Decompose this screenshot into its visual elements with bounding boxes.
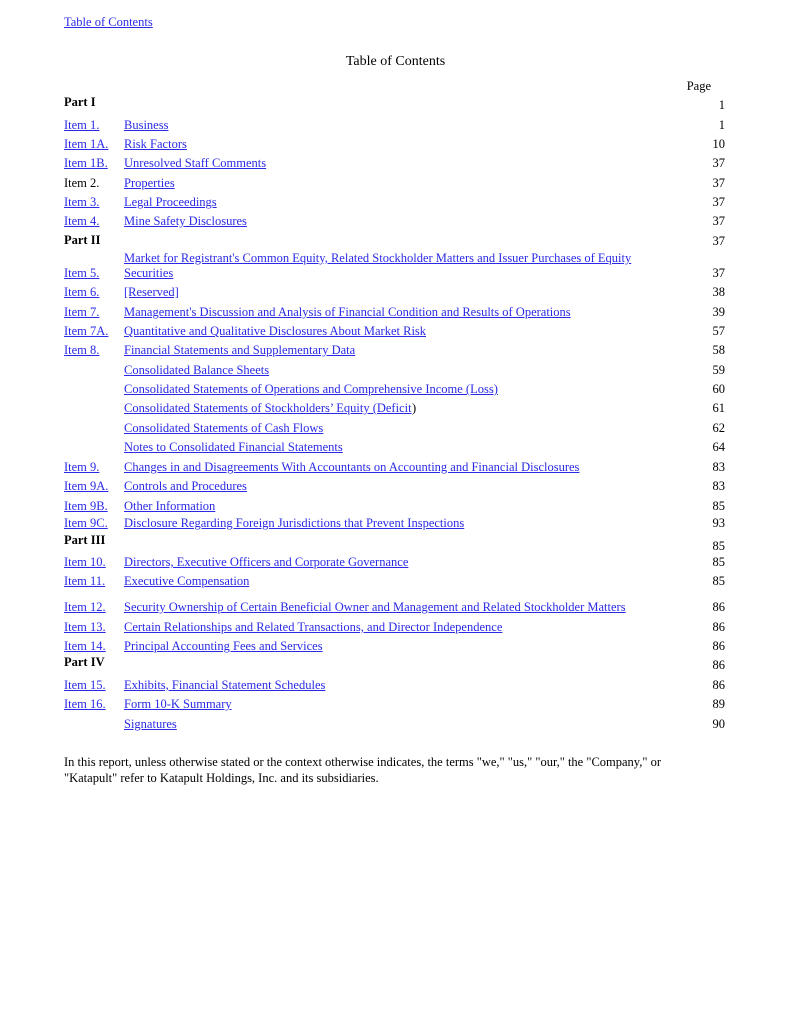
page-number: 1 <box>718 98 725 112</box>
item-title-link[interactable]: [Reserved] <box>124 285 179 299</box>
part-heading: Part II <box>64 233 101 247</box>
page-number: 39 <box>712 305 725 319</box>
item-number[interactable]: Item 3. <box>64 195 100 209</box>
item-title-link[interactable]: Form 10-K Summary <box>124 697 232 711</box>
item-number[interactable]: Item 4. <box>64 214 100 228</box>
item-title-link[interactable]: Principal Accounting Fees and Services <box>124 639 323 653</box>
item-title-link[interactable]: Disclosure Regarding Foreign Jurisdictions that Prevent Inspections <box>124 516 465 530</box>
item-title-link[interactable]: Consolidated Statements of Operations and Comprehensive Income (Loss) <box>124 382 498 396</box>
item-title-link[interactable]: Properties <box>124 176 175 190</box>
item-number[interactable]: Item 8. <box>64 343 100 357</box>
item-title-link[interactable]: Exhibits, Financial Statement Schedules <box>124 678 326 692</box>
item-number[interactable]: Item 6. <box>64 285 100 299</box>
page-title: Table of Contents <box>345 54 446 69</box>
item-title-link[interactable]: Quantitative and Qualitative Disclosures About Market Risk <box>124 324 427 338</box>
page-number: 86 <box>712 639 725 653</box>
item-number[interactable]: Item 9. <box>64 460 100 474</box>
item-number[interactable]: Item 10. <box>64 555 106 569</box>
item-number[interactable]: Item 9C. <box>64 516 108 530</box>
item-number[interactable]: Item 14. <box>64 639 106 653</box>
item-title-link[interactable]: Financial Statements and Supplementary Data <box>124 343 356 357</box>
item-title-link[interactable]: Notes to Consolidated Financial Statements <box>124 440 343 454</box>
item-number[interactable]: Item 1A. <box>64 137 109 151</box>
part-heading: Part I <box>64 95 96 109</box>
item-number[interactable]: Item 5. <box>64 266 100 280</box>
item-title-link[interactable]: Signatures <box>124 717 177 731</box>
item-title-link[interactable]: Consolidated Statements of Stockholders’ Equity (Deficit <box>124 401 412 415</box>
item-number[interactable]: Item 9A. <box>64 479 109 493</box>
page-number: 60 <box>712 382 725 396</box>
item-title-link[interactable]: Security Ownership of Certain Beneficial Owner and Management and Related Stockholder Matters <box>124 600 626 614</box>
page-number: 90 <box>712 717 725 731</box>
page-number: 37 <box>712 176 725 190</box>
page-number: 61 <box>712 401 725 415</box>
item-number[interactable]: Item 11. <box>64 574 106 588</box>
page-number: 57 <box>712 324 725 338</box>
footnote: In this report, unless otherwise stated or the context otherwise indicates, the terms "we," "us," "our," the "Company," or "Katapult" refer to Katapult Holdings, Inc. and its subsidiaries. <box>64 755 662 785</box>
item-title-link[interactable]: Certain Relationships and Related Transactions, and Director Independence <box>124 620 503 634</box>
item-title-link[interactable]: Unresolved Staff Comments <box>124 156 267 170</box>
item-number[interactable]: Item 9B. <box>64 499 108 513</box>
item-title-link[interactable]: Other Information <box>124 499 216 513</box>
page-number: 86 <box>712 600 725 614</box>
page-number: 58 <box>712 343 725 357</box>
item-title-link[interactable]: Directors, Executive Officers and Corporate Governance <box>124 555 409 569</box>
page-number: 85 <box>712 574 725 588</box>
part-heading: Part IV <box>64 655 105 669</box>
page-number: 1 <box>718 118 725 132</box>
page-number: 37 <box>712 156 725 170</box>
page-number: 86 <box>712 678 725 692</box>
page-number: 85 <box>712 539 725 553</box>
page-number: 62 <box>712 421 725 435</box>
page-number: 59 <box>712 363 725 377</box>
item-title-link[interactable]: Consolidated Balance Sheets <box>124 363 270 377</box>
page-number: 86 <box>712 620 725 634</box>
item-title-link[interactable]: Business <box>124 118 169 132</box>
page-number: 93 <box>712 516 725 530</box>
item-number[interactable]: Item 7A. <box>64 324 109 338</box>
item-title-link[interactable]: Controls and Procedures <box>124 479 247 493</box>
item-title-link[interactable]: Risk Factors <box>124 137 187 151</box>
page-number: 89 <box>712 697 725 711</box>
item-title-link[interactable]: Legal Proceedings <box>124 195 217 209</box>
item-number[interactable]: Item 15. <box>64 678 106 692</box>
page-number: 83 <box>712 479 725 493</box>
page-column-header: Page <box>686 79 711 93</box>
item-number[interactable]: Item 13. <box>64 620 106 634</box>
item-title-link[interactable]: Management's Discussion and Analysis of Financial Condition and Results of Operations <box>124 305 571 319</box>
page-number: 37 <box>712 214 725 228</box>
item-title-link-continued[interactable]: Securities <box>124 266 174 280</box>
page-number: 37 <box>712 266 725 280</box>
item-number[interactable]: Item 7. <box>64 305 100 319</box>
page-number: 38 <box>712 285 725 299</box>
page-number: 10 <box>712 137 725 151</box>
part-heading: Part III <box>64 533 106 547</box>
item-number[interactable]: Item 1. <box>64 118 100 132</box>
item-title-link[interactable]: Changes in and Disagreements With Accountants on Accounting and Financial Disclosures <box>124 460 580 474</box>
title-suffix: ) <box>412 401 417 415</box>
item-number[interactable]: Item 12. <box>64 600 106 614</box>
item-number: Item 2. <box>64 176 100 190</box>
page-number: 83 <box>712 460 725 474</box>
page-number: 64 <box>712 440 725 454</box>
page-number: 86 <box>712 658 725 672</box>
page-number: 37 <box>712 195 725 209</box>
table-of-contents-link[interactable]: Table of Contents <box>64 15 153 29</box>
page-number: 85 <box>712 555 725 569</box>
item-title-link[interactable]: Market for Registrant's Common Equity, Related Stockholder Matters and Issuer Purchases of Equity <box>124 251 632 265</box>
item-title-link[interactable]: Executive Compensation <box>124 574 250 588</box>
item-title-link[interactable]: Mine Safety Disclosures <box>124 214 247 228</box>
item-title-link[interactable]: Consolidated Statements of Cash Flows <box>124 421 324 435</box>
item-number[interactable]: Item 1B. <box>64 156 108 170</box>
page-number: 37 <box>712 234 725 248</box>
page-number: 85 <box>712 499 725 513</box>
item-number[interactable]: Item 16. <box>64 697 106 711</box>
